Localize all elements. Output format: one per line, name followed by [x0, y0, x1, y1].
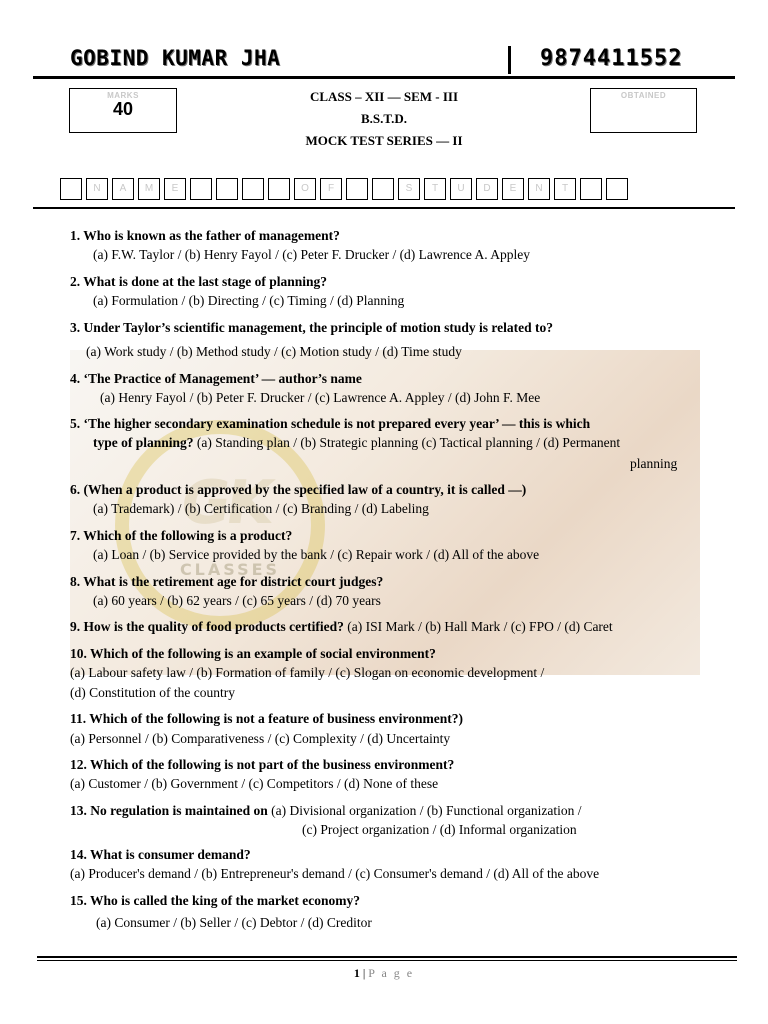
- name-box[interactable]: M: [138, 178, 160, 200]
- watermark-logo-text: GK: [176, 468, 274, 538]
- footer-rule-thin: [37, 960, 737, 961]
- question-3: 3. Under Taylor’s scientific management, the principle of motion study is related to?: [70, 320, 553, 335]
- options-6: (a) Trademark) / (b) Certification / (c) Branding / (d) Labeling: [93, 501, 429, 516]
- name-box[interactable]: N: [86, 178, 108, 200]
- name-box[interactable]: [346, 178, 368, 200]
- question-9: 9. How is the quality of food products certified? (a) ISI Mark / (b) Hall Mark / (c) FPO / (d) Caret: [70, 619, 613, 634]
- question-8: 8. What is the retirement age for district court judges?: [70, 574, 384, 589]
- question-7: 7. Which of the following is a product?: [70, 528, 293, 543]
- question-12: 12. Which of the following is not part of the business environment?: [70, 757, 455, 772]
- options-5: (a) Standing plan / (b) Strategic planning (c) Tactical planning / (d) Permanent: [196, 435, 621, 450]
- options-12: (a) Customer / (b) Government / (c) Competitors / (d) None of these: [70, 776, 439, 791]
- page-label: P a g e: [368, 966, 415, 980]
- class-line: CLASS – XII — SEM - III: [309, 89, 459, 104]
- options-2: (a) Formulation / (b) Directing / (c) Timing / (d) Planning: [93, 293, 405, 308]
- student-name-boxes: [60, 178, 632, 200]
- options-10: (a) Labour safety law / (b) Formation of family / (c) Slogan on economic development /: [70, 665, 545, 680]
- watermark-logo-sub: CLASSES: [179, 560, 281, 579]
- name-box[interactable]: [216, 178, 238, 200]
- options-8: (a) 60 years / (b) 62 years / (c) 65 years / (d) 70 years: [93, 593, 381, 608]
- test-series-line: MOCK TEST SERIES — II: [305, 133, 463, 148]
- options-1: (a) F.W. Taylor / (b) Henry Fayol / (c) Peter F. Drucker / (d) Lawrence A. Appley: [93, 247, 531, 262]
- name-box[interactable]: [606, 178, 628, 200]
- teacher-name: GOBIND KUMAR JHA: [70, 46, 281, 70]
- options-13-cont: (c) Project organization / (d) Informal organization: [302, 822, 577, 837]
- name-box[interactable]: E: [164, 178, 186, 200]
- name-box[interactable]: [268, 178, 290, 200]
- options-11: (a) Personnel / (b) Comparativeness / (c) Complexity / (d) Uncertainty: [70, 731, 451, 746]
- question-11: 11. Which of the following is not a feature of business environment?): [70, 711, 464, 726]
- question-2: 2. What is done at the last stage of planning?: [70, 274, 328, 289]
- options-4: (a) Henry Fayol / (b) Peter F. Drucker / (c) Lawrence A. Appley / (d) John F. Mee: [100, 390, 541, 405]
- name-box[interactable]: O: [294, 178, 316, 200]
- name-box[interactable]: [372, 178, 394, 200]
- question-14: 14. What is consumer demand?: [70, 847, 251, 862]
- name-box[interactable]: D: [476, 178, 498, 200]
- options-7: (a) Loan / (b) Service provided by the bank / (c) Repair work / (d) All of the above: [93, 547, 540, 562]
- options-10-cont: (d) Constitution of the country: [70, 685, 235, 700]
- name-box[interactable]: [190, 178, 212, 200]
- name-box[interactable]: A: [112, 178, 134, 200]
- header-rule: [33, 76, 735, 79]
- marks-box: [69, 88, 177, 133]
- name-box[interactable]: E: [502, 178, 524, 200]
- options-14: (a) Producer's demand / (b) Entrepreneur's demand / (c) Consumer's demand / (d) All of the above: [70, 866, 600, 881]
- marks-value: 40: [112, 99, 134, 119]
- options-5-cont: planning: [630, 456, 678, 471]
- name-box[interactable]: S: [398, 178, 420, 200]
- name-box[interactable]: N: [528, 178, 550, 200]
- obtained-label: OBTAINED: [620, 91, 667, 100]
- name-rule: [33, 207, 735, 209]
- options-15: (a) Consumer / (b) Seller / (c) Debtor / (d) Creditor: [96, 915, 372, 930]
- question-6: 6. (When a product is approved by the specified law of a country, it is called —): [70, 482, 527, 497]
- question-15: 15. Who is called the king of the market economy?: [70, 893, 360, 908]
- question-13: 13. No regulation is maintained on (a) Divisional organization / (b) Functional organization /: [70, 803, 582, 818]
- name-box[interactable]: F: [320, 178, 342, 200]
- question-1: 1. Who is known as the father of management?: [70, 228, 340, 243]
- name-box[interactable]: T: [554, 178, 576, 200]
- question-5-cont: type of planning? (a) Standing plan / (b) Strategic planning (c) Tactical planning / (d) Permanent: [93, 435, 621, 450]
- marks-label: MARKS: [107, 91, 139, 100]
- page-footer: [0, 966, 768, 981]
- name-box[interactable]: [580, 178, 602, 200]
- name-box[interactable]: U: [450, 178, 472, 200]
- name-box[interactable]: [242, 178, 264, 200]
- page-separator: |: [359, 966, 369, 980]
- question-5: 5. ‘The higher secondary examination schedule is not prepared every year’ — this is which: [70, 416, 591, 431]
- name-box[interactable]: T: [424, 178, 446, 200]
- page-number: 1: [353, 966, 360, 980]
- subject-line: B.S.T.D.: [361, 111, 407, 126]
- obtained-box: [590, 88, 697, 133]
- name-box[interactable]: [60, 178, 82, 200]
- options-13: (a) Divisional organization / (b) Functional organization /: [271, 803, 582, 818]
- options-9: (a) ISI Mark / (b) Hall Mark / (c) FPO / (d) Caret: [347, 619, 613, 634]
- options-3: (a) Work study / (b) Method study / (c) Motion study / (d) Time study: [86, 344, 462, 359]
- footer-rule: [37, 956, 737, 958]
- question-10: 10. Which of the following is an example of social environment?: [70, 646, 436, 661]
- phone-number: 9874411552: [540, 46, 683, 71]
- header-divider: [508, 46, 511, 74]
- question-4: 4. ‘The Practice of Management’ — author’s name: [70, 371, 362, 386]
